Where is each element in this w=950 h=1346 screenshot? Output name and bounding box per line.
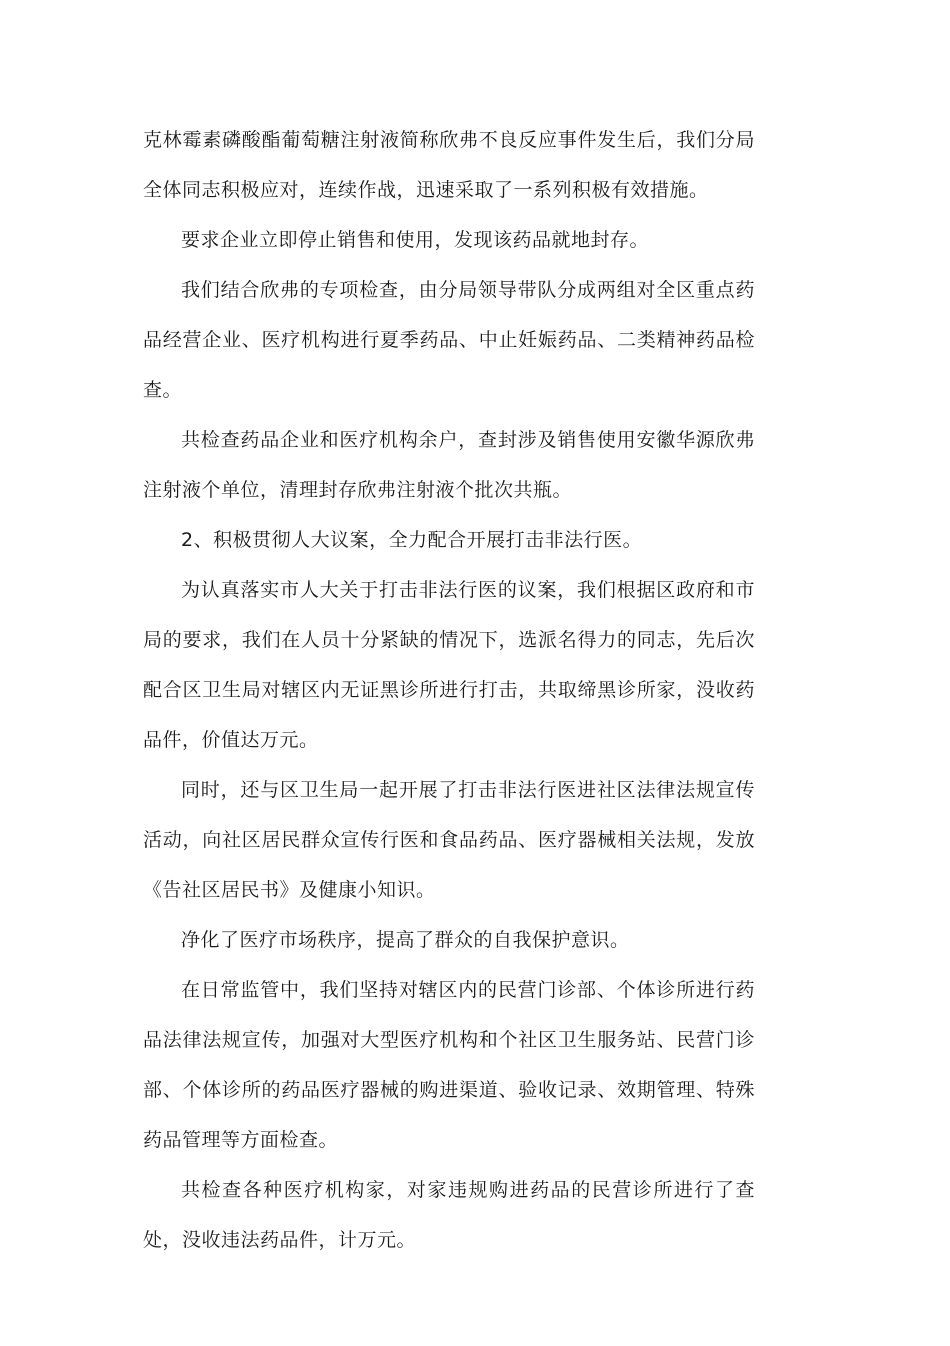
document-body bbox=[143, 115, 755, 1265]
paragraph-7: 同时，还与区卫生局一起开展了打击非法行医进社区法律法规宣传活动，向社区居民群众宣传行医和食品药品、医疗器械相关法规，发放《告社区居民书》及健康小知识。 bbox=[143, 779, 755, 901]
paragraph-3: 我们结合欣弗的专项检查，由分局领导带队分成两组对全区重点药品经营企业、医疗机构进行夏季药品、中止妊娠药品、二类精神药品检查。 bbox=[143, 279, 755, 401]
paragraph-6: 为认真落实市人大关于打击非法行医的议案，我们根据区政府和市局的要求，我们在人员十分紧缺的情况下，选派名得力的同志，先后次配合区卫生局对辖区内无证黑诊所进行打击，共取缔黑诊所家，没收药品件，价值达万元。 bbox=[143, 579, 755, 751]
paragraph-9: 在日常监管中，我们坚持对辖区内的民营门诊部、个体诊所进行药品法律法规宣传，加强对大型医疗机构和个社区卫生服务站、民营门诊部、个体诊所的药品医疗器械的购进渠道、验收记录、效期管理、特殊药品管理等方面检查。 bbox=[143, 979, 755, 1151]
paragraph-10: 共检查各种医疗机构家，对家违规购进药品的民营诊所进行了查处，没收违法药品件，计万元。 bbox=[143, 1179, 755, 1251]
paragraph-8: 净化了医疗市场秩序，提高了群众的自我保护意识。 bbox=[181, 929, 630, 951]
paragraph-2: 要求企业立即停止销售和使用，发现该药品就地封存。 bbox=[181, 229, 650, 251]
section-heading-2: 2、积极贯彻人大议案，全力配合开展打击非法行医。 bbox=[181, 529, 643, 551]
paragraph-4: 共检查药品企业和医疗机构余户，查封涉及销售使用安徽华源欣弗注射液个单位，清理封存欣弗注射液个批次共瓶。 bbox=[143, 429, 755, 501]
paragraph-1: 克林霉素磷酸酯葡萄糖注射液简称欣弗不良反应事件发生后，我们分局全体同志积极应对，连续作战，迅速采取了一系列积极有效措施。 bbox=[143, 129, 755, 201]
